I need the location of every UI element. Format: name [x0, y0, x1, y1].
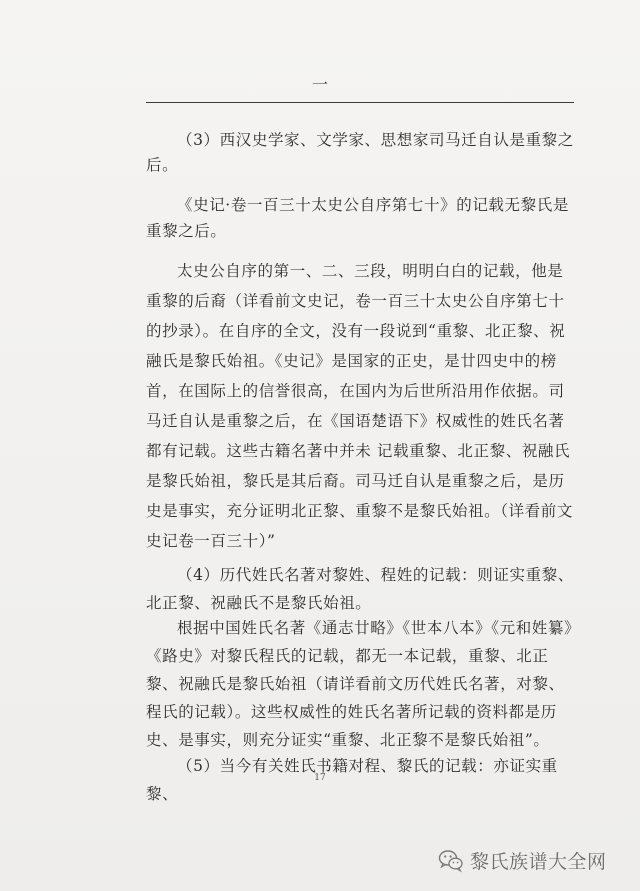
header-rule: [146, 102, 574, 103]
paragraph-5: 根据中国姓氏名著《通志廿略》《世本八本》《元和姓纂》《路史》对黎氏程氏的记载，都无一本记载，重黎、北正黎、祝融氏是黎氏始祖（请详看前文历代姓氏名著，对黎、程氏的记载）。这些权威性的姓氏名著所记载的资料都是历史、是事实，则充分证实“重黎、北正黎不是黎氏始祖”。: [146, 619, 573, 749]
paragraph-1: （3）西汉史学家、文学家、思想家司马迁自认是重黎之后。: [146, 131, 574, 174]
paragraph-6: （5）当今有关姓氏书籍对程、黎氏的记载：亦证实重黎、: [146, 757, 558, 803]
watermark-text: 黎氏族谱大全网: [470, 850, 607, 873]
header-mark: 一: [311, 75, 328, 94]
page-number: 17: [314, 773, 326, 783]
paragraph-4: （4）历代姓氏名著对黎姓、程姓的记载：则证实重黎、北正黎、祝融氏不是黎氏始祖。: [146, 566, 574, 612]
watermark: [438, 845, 607, 875]
paragraph-3: 太史公自序的第一、二、三段，明明白白的记载，他是重黎的后裔（详看前文史记，卷一百三十太史公自序第七十的抄录）。在自序的全文，没有一段说到“重黎、北正黎、祝融氏是黎氏始祖。《史记》是国家的正史，是廿四史中的榜首，在国际上的信誉很高，在国内为后世所沿用作依据。司马迁自认是重黎之后，在《国语楚语下》权威性的姓氏名著都有记载。这些古籍名著中并未 记载重黎、北正黎、祝融氏是黎氏始祖，黎氏是其后裔。司马迁自认是重黎之后，是历史是事实，充分证明北正黎、重黎不是黎氏始祖。（详看前文史记卷一百三十）”: [146, 262, 573, 550]
paragraph-2: 《史记·卷一百三十太史公自序第七十》的记载无黎氏是重黎之后。: [146, 196, 569, 240]
wechat-icon: [438, 847, 464, 873]
